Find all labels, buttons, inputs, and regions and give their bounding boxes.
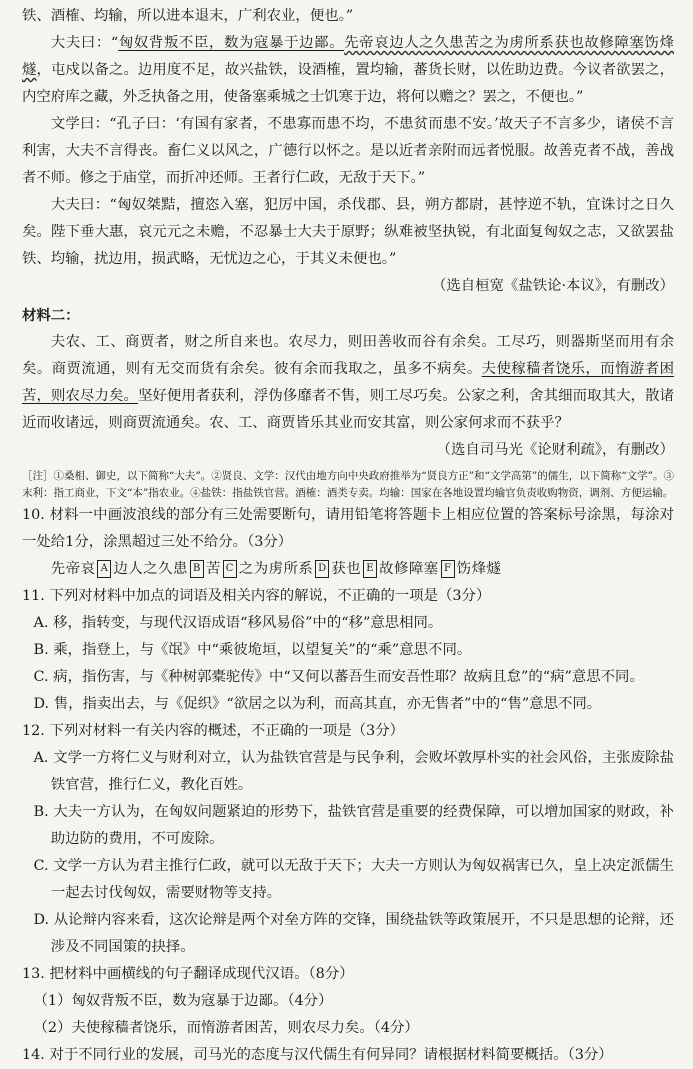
segment-text: 苦: [205, 561, 221, 577]
segment-text: 边人之久患: [113, 561, 188, 577]
question-13-item-1: （1）匈奴背叛不臣，数为寇暴于边鄙。（4分）: [33, 993, 333, 1009]
segment-text: 先帝哀: [50, 561, 96, 577]
source-citation: （选自司马光《论财利疏》，有删改）: [436, 442, 674, 458]
question-11-option-d: D. 售，指卖出去，与《促织》“欲居之以为利，而高其直，亦无售者”中的“售”意思不同。: [33, 696, 602, 712]
answer-box[interactable]: A: [97, 560, 111, 578]
annotation-note: ［注］①桑相、御史，以下简称“大夫”。②贤良、文学：汉代由地方向中央政府推举为“贤良方正”和“文学高第”的儒生，以下简称“文学”。③末利：指工商业，下文“本”指农业。④盐铁：指盐铁官营。酒榷：酒类专卖。均输：国家在各地设置均输官负责收购物资，调剂、方便运输。: [22, 470, 674, 499]
segment-text: 饬烽燧: [456, 561, 502, 577]
text-span: ，屯戍以备之。边用度不足，故兴盐铁，设酒榷，置均输，蕃货长财，以佐助边费。今议者欲罢之，内空府库之藏，外乏执备之用，使备塞乘城之士饥寒于边，将何以赡之？罢之，不便也。”: [22, 62, 674, 105]
question-11-option-a: A. 移，指转变，与现代汉语成语“移风易俗”中的“移”意思相同。: [33, 615, 443, 631]
question-14-stem: 14. 对于不同行业的发展，司马光的态度与汉代儒生有何异同？请根据材料简要概括。（3分）: [22, 1047, 613, 1063]
question-11-option-b: B. 乘，指登上，与《氓》中“乘彼垝垣，以望复关”的“乘”意思不同。: [33, 642, 472, 658]
text-span: 大夫曰：“: [50, 35, 119, 51]
material1-paragraph: 大夫曰：“匈奴桀黠，擅恣入塞，犯厉中国，杀伐郡、县，朔方都尉，甚悖逆不轨，宜诛讨之日久矣。陛下垂大惠，哀元元之未赡，不忍暴士大夫于原野；纵难被坚执锐，有北面复匈奴之志，又欲罢盐铁、均输，扰边用，损武略，无忧边之心，于其义未便也。”: [22, 197, 674, 267]
material2-paragraph: [22, 329, 674, 437]
question-12-option-b: B. 大夫一方认为，在匈奴问题紧迫的形势下，盐铁官营是重要的经费保障，可以增加国家的财政，补助边防的费用，不可废除。: [33, 804, 674, 847]
question-10-segment-row: [22, 556, 674, 583]
material1-paragraph: 铁、酒榷、均输，所以进本退末，广利农业，便也。”: [22, 8, 354, 24]
question-11-option-c: C. 病，指伤害，与《种树郭橐驼传》中“又何以蕃吾生而安吾性耶？故病且怠”的“病”意思不同。: [33, 669, 644, 685]
answer-box[interactable]: C: [223, 560, 237, 578]
segment-text: 故修障塞: [379, 561, 439, 577]
question-10-stem: 10. 材料一中画波浪线的部分有三处需要断句，请用铅笔将答题卡上相应位置的答案标号涂黑，每涂对一处给1分，涂黑超过三处不给分。（3分）: [22, 507, 674, 550]
underlined-sentence: 匈奴背叛不臣，数为寇暴于边鄙。: [118, 35, 345, 51]
wavy-underlined-sentence: 先帝哀边人之久患苦之为虏所系获也故修障塞饬: [344, 35, 660, 51]
underlined-sentence: 夫使稼穑者饶乐，而惰游者困苦，则农尽力矣。: [22, 361, 674, 404]
text-span: 夫农、工、商贾者，财之所自来也。农尽力，则田善收而谷有余矣。工尽巧，则器斯坚而用有余矣。商贾流通，则有无交而货有余矣。彼有余而我取之，虽多不病矣。: [22, 334, 674, 377]
question-12-option-a: A. 文学一方将仁义与财利对立，认为盐铁官营是与民争利，会败坏敦厚朴实的社会风俗，主张废除盐铁官营，推行仁义，教化百姓。: [33, 750, 674, 793]
segment-text: 获也: [331, 561, 362, 577]
wavy-underlined-sentence: 烽燧: [22, 35, 674, 78]
material1-paragraph: [22, 30, 674, 111]
question-13-stem: 13. 把材料中画横线的句子翻译成现代汉语。（8分）: [22, 966, 354, 982]
question-11-stem: 11. 下列对材料中加点的词语及相关内容的解说，不正确的一项是（3分）: [22, 588, 491, 604]
question-12-stem: 12. 下列对材料一有关内容的概述，不正确的一项是（3分）: [22, 723, 404, 739]
question-12-option-d: D. 从论辩内容来看，这次论辩是两个对垒方阵的交锋，围绕盐铁等政策展开，不只是思想的论辩，还涉及不同国策的抉择。: [33, 912, 674, 955]
material1-paragraph: 文学曰：“孔子曰：‘有国有家者，不患寡而患不均，不患贫而患不安。’故天子不言多少，诸侯不言利害，大夫不言得丧。畜仁义以风之，广德行以怀之。是以近者亲附而远者悦服。故善克者不战，善战者不师。修之于庙堂，而折冲还师。王者行仁政，无敌于天下。”: [22, 116, 674, 186]
exam-page: [22, 3, 674, 1069]
source-citation: （选自桓宽《盐铁论·本议》，有删改）: [431, 278, 674, 294]
question-13-item-2: （2）夫使稼穑者饶乐，而惰游者困苦，则农尽力矣。（4分）: [33, 1020, 419, 1036]
answer-box[interactable]: E: [363, 560, 377, 578]
text-span: 坚好便用者获利，浮伪侈靡者不售，则工尽巧矣。公家之利，舍其细而取其大，散诸近而收诸远，则商贾流通矣。农、工、商贾皆乐其业而安其富，则公家何求而不获乎？: [22, 388, 674, 431]
question-12-option-c: C. 文学一方认为君主推行仁政，就可以无敌于天下；大夫一方则认为匈奴祸害已久，皇上决定派儒生一起去讨伐匈奴，需要财物等支持。: [33, 858, 674, 901]
segment-text: 之为虏所系: [238, 561, 314, 577]
answer-box[interactable]: D: [315, 560, 329, 578]
answer-box[interactable]: B: [190, 560, 204, 578]
material2-title: 材料二：: [22, 307, 80, 324]
answer-box[interactable]: F: [441, 560, 455, 578]
